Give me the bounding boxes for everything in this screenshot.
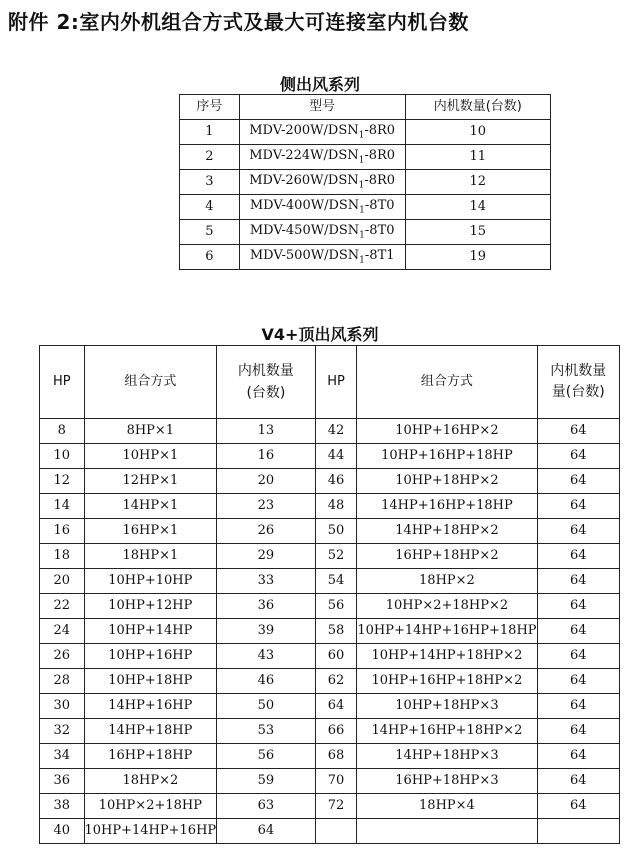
row-count-2: 64 [537,469,619,494]
model-prefix: MDV-260W/DSN [249,172,359,188]
table-row [40,619,620,644]
row-combination: 14HP+16HP [84,694,217,719]
model-suffix: -8R0 [364,172,396,188]
row-combination-2: 14HP+16HP+18HP [357,494,537,519]
row-hp-2: 42 [315,419,357,444]
side-series-caption: 侧出风系列 [279,75,360,94]
row-hp: 12 [40,469,85,494]
row-combination-2: 10HP×2+18HP×2 [357,594,537,619]
row-model [239,120,405,145]
row-count-2: 64 [537,419,619,444]
row-count: 33 [217,569,316,594]
row-hp-2: 58 [315,619,357,644]
row-combination: 10HP×2+18HP [84,794,217,819]
model-prefix: MDV-200W/DSN [249,122,359,138]
row-hp-2: 48 [315,494,357,519]
header-combination-2: 组合方式 [357,346,537,419]
model-suffix: -8R0 [364,147,396,163]
model-suffix: -8R0 [364,122,396,138]
table-row [40,594,620,619]
table-row [40,819,620,844]
row-hp-2: 60 [315,644,357,669]
row-count: 15 [405,220,550,245]
row-count-2: 64 [537,669,619,694]
row-count: 56 [217,744,316,769]
row-combination: 16HP+18HP [84,744,217,769]
table-row [40,694,620,719]
row-combination: 10HP+14HP+16HP [84,819,217,844]
header-hp: HP [40,346,85,419]
table-row [40,444,620,469]
row-model [239,245,405,270]
row-count: 50 [217,694,316,719]
row-no: 3 [180,170,240,195]
row-combination-2: 14HP+18HP×3 [357,744,537,769]
row-count: 53 [217,719,316,744]
table-row [40,794,620,819]
table-row [180,120,551,145]
row-count-2: 64 [537,619,619,644]
model-subscript: 1 [358,130,365,141]
row-hp-2: 44 [315,444,357,469]
row-combination: 10HP×1 [84,444,217,469]
row-count-2: 64 [537,494,619,519]
header-combination: 组合方式 [84,346,217,419]
row-no: 4 [180,195,240,220]
table-row [40,719,620,744]
row-count-2 [537,819,619,844]
row-no: 1 [180,120,240,145]
page-title: 附件 2:室内外机组合方式及最大可连接室内机台数 [8,10,469,34]
row-hp-2: 56 [315,594,357,619]
model-subscript: 1 [358,155,365,166]
row-no: 6 [180,245,240,270]
row-count-2: 64 [537,694,619,719]
table-row [40,744,620,769]
row-hp-2: 62 [315,669,357,694]
row-combination: 12HP×1 [84,469,217,494]
row-count-2: 64 [537,769,619,794]
row-hp: 40 [40,819,85,844]
row-hp: 26 [40,644,85,669]
model-prefix: MDV-500W/DSN [249,247,360,263]
side-series-table [179,94,551,270]
table-row [40,644,620,669]
table-row [40,519,620,544]
row-hp-2: 64 [315,694,357,719]
row-count: 14 [405,195,550,220]
row-count-2: 64 [537,744,619,769]
row-hp-2 [315,819,357,844]
row-count: 59 [217,769,316,794]
row-combination-2: 10HP+18HP×2 [357,469,537,494]
table-header-row [180,95,551,120]
row-hp-2: 70 [315,769,357,794]
row-count: 29 [217,544,316,569]
row-count: 20 [217,469,316,494]
table-row [180,245,551,270]
header-count: 内机数量(台数) [405,95,550,120]
row-count: 23 [217,494,316,519]
table-row [40,669,620,694]
header-hp-2: HP [315,346,357,419]
row-count-2: 64 [537,544,619,569]
row-hp: 16 [40,519,85,544]
row-count: 16 [217,444,316,469]
header-model: 型号 [239,95,405,120]
row-hp-2: 52 [315,544,357,569]
row-combination: 16HP×1 [84,519,217,544]
table-row [40,544,620,569]
model-suffix: -8T0 [364,222,395,238]
row-combination-2: 16HP+18HP×2 [357,544,537,569]
row-count: 63 [217,794,316,819]
table-row [40,769,620,794]
row-hp-2: 54 [315,569,357,594]
row-count-2: 64 [537,594,619,619]
row-hp: 20 [40,569,85,594]
row-model [239,170,405,195]
table-row [40,419,620,444]
row-combination: 10HP+18HP [84,669,217,694]
row-hp: 14 [40,494,85,519]
row-combination: 18HP×1 [84,544,217,569]
row-count-2: 64 [537,719,619,744]
row-count: 43 [217,644,316,669]
row-no: 2 [180,145,240,170]
row-combination: 10HP+16HP [84,644,217,669]
row-combination-2 [357,819,537,844]
table-row [180,145,551,170]
row-combination: 10HP+12HP [84,594,217,619]
row-hp: 28 [40,669,85,694]
row-hp: 10 [40,444,85,469]
row-combination: 10HP+14HP [84,619,217,644]
row-count-2: 64 [537,519,619,544]
model-subscript: 1 [358,180,365,191]
row-hp: 30 [40,694,85,719]
row-hp-2: 68 [315,744,357,769]
row-hp-2: 46 [315,469,357,494]
row-combination: 14HP×1 [84,494,217,519]
row-count: 39 [217,619,316,644]
row-hp-2: 66 [315,719,357,744]
top-series-table [39,345,620,844]
header-count: 内机数量 (台数) [217,346,316,419]
table-row [180,170,551,195]
row-count: 64 [217,819,316,844]
row-hp: 22 [40,594,85,619]
row-combination-2: 18HP×2 [357,569,537,594]
table-row [180,195,551,220]
row-count: 19 [405,245,550,270]
row-hp: 36 [40,769,85,794]
row-combination: 14HP+18HP [84,719,217,744]
row-count: 11 [405,145,550,170]
row-count: 12 [405,170,550,195]
table-row [40,469,620,494]
row-hp-2: 50 [315,519,357,544]
row-combination: 10HP+10HP [84,569,217,594]
row-hp: 8 [40,419,85,444]
row-combination-2: 14HP+18HP×2 [357,519,537,544]
row-model [239,220,405,245]
row-count-2: 64 [537,444,619,469]
row-count: 10 [405,120,550,145]
row-model [239,195,405,220]
table-row [180,220,551,245]
model-subscript: 1 [359,205,365,216]
table-row [40,569,620,594]
row-no: 5 [180,220,240,245]
row-count: 13 [217,419,316,444]
header-count-2: 内机数量 量(台数) [537,346,619,419]
row-count-2: 64 [537,794,619,819]
row-hp: 32 [40,719,85,744]
row-combination-2: 10HP+16HP+18HP×2 [357,669,537,694]
row-hp: 24 [40,619,85,644]
model-subscript: 1 [359,255,365,266]
row-combination-2: 10HP+14HP+18HP×2 [357,644,537,669]
row-count: 46 [217,669,316,694]
row-combination: 18HP×2 [84,769,217,794]
row-combination-2: 10HP+16HP×2 [357,419,537,444]
row-hp: 38 [40,794,85,819]
row-hp: 18 [40,544,85,569]
model-prefix: MDV-450W/DSN [249,222,360,238]
model-prefix: MDV-224W/DSN [249,147,359,163]
row-combination-2: 18HP×4 [357,794,537,819]
row-model [239,145,405,170]
top-series-caption: V4+顶出风系列 [261,325,379,344]
row-count-2: 64 [537,569,619,594]
model-subscript: 1 [359,230,365,241]
table-row [40,494,620,519]
row-combination-2: 14HP+16HP+18HP×2 [357,719,537,744]
row-count: 26 [217,519,316,544]
row-count: 36 [217,594,316,619]
row-hp: 34 [40,744,85,769]
model-suffix: -8T0 [364,197,395,213]
table-header-row [40,346,620,419]
row-combination-2: 16HP+18HP×3 [357,769,537,794]
row-combination-2: 10HP+18HP×3 [357,694,537,719]
row-hp-2: 72 [315,794,357,819]
row-combination-2: 10HP+16HP+18HP [357,444,537,469]
model-suffix: -8T1 [364,247,395,263]
row-combination-2: 10HP+14HP+16HP+18HP [357,619,537,644]
header-no: 序号 [180,95,240,120]
model-prefix: MDV-400W/DSN [249,197,360,213]
row-combination: 8HP×1 [84,419,217,444]
row-count-2: 64 [537,644,619,669]
